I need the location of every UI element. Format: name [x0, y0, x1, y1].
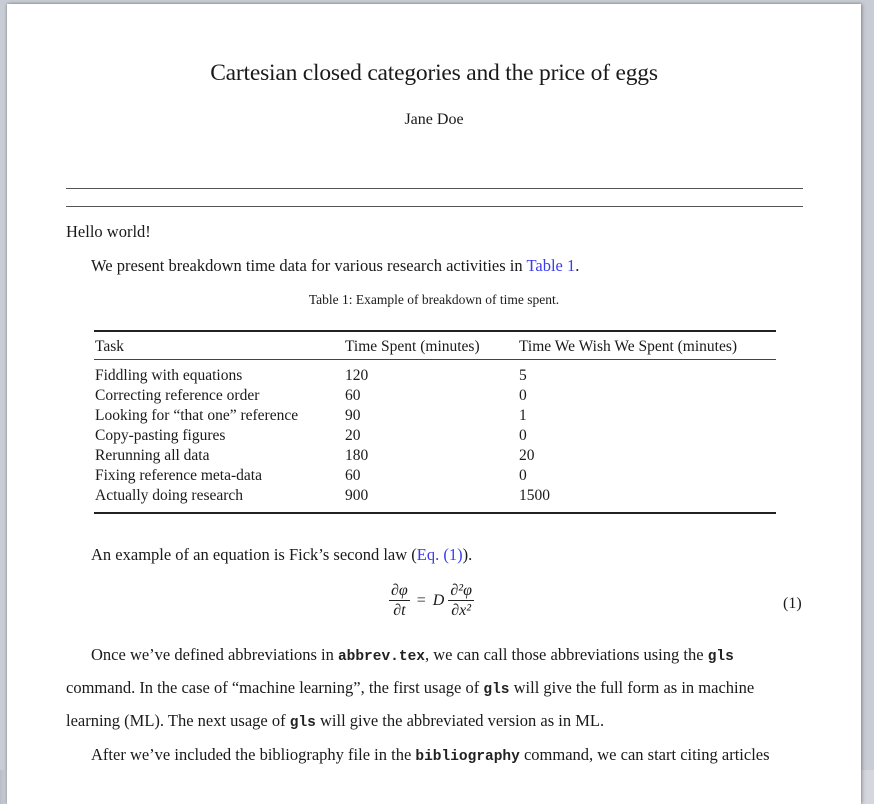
paragraph-abbrev-line1 — [91, 645, 803, 665]
intro-text: Hello world! — [66, 222, 151, 241]
rhs-numerator: ∂²φ — [450, 582, 472, 599]
paper-title: Cartesian closed categories and the price of eggs — [210, 60, 658, 86]
code-gls: gls — [707, 649, 734, 665]
table-cell-task: Actually doing research — [95, 487, 244, 504]
paragraph-table-ref — [91, 256, 579, 276]
top-rule — [66, 188, 803, 189]
table-cell-wish: 20 — [519, 447, 535, 464]
lhs-denominator: ∂t — [393, 602, 406, 619]
ficks-law-equation — [389, 581, 474, 620]
paragraph-text: learning (ML). The next usage of — [66, 711, 290, 730]
table-cell-wish: 0 — [519, 387, 527, 404]
table-cell-task: Rerunning all data — [95, 447, 210, 464]
paper-author: Jane Doe — [404, 111, 464, 128]
table-cell-spent: 60 — [345, 387, 361, 404]
table-reference-link[interactable]: Table 1 — [526, 256, 576, 275]
paragraph-text: We present breakdown time data for various research activities in — [91, 256, 527, 275]
table-cell-spent: 20 — [345, 427, 361, 444]
table-cell-task: Fiddling with equations — [95, 367, 243, 384]
table-header-time-wish: Time We Wish We Spent (minutes) — [519, 338, 738, 355]
equation-reference-link[interactable]: Eq. (1) — [416, 545, 463, 564]
paragraph-equation-ref — [91, 545, 472, 565]
table-cell-wish: 1 — [519, 407, 527, 424]
paragraph-text: After we’ve included the bibliography file in the — [91, 745, 416, 764]
paragraph-text: will give the abbreviated version as in ML. — [315, 711, 605, 730]
table-cell-task: Looking for “that one” reference — [95, 407, 299, 424]
table-cell-task: Copy-pasting figures — [95, 427, 226, 444]
lhs-numerator: ∂φ — [391, 582, 408, 599]
second-rule — [66, 206, 803, 207]
table-cell-task: Correcting reference order — [95, 387, 260, 404]
paragraph-text: . — [575, 256, 580, 275]
paragraph-text: will give the full form as in machine — [509, 678, 755, 697]
paragraph-bibliography — [91, 745, 770, 765]
code-bibliography: bibliography — [415, 749, 520, 765]
code-abbrev-file: abbrev.tex — [337, 649, 425, 665]
paragraph-abbrev-line2 — [66, 678, 754, 698]
code-gls: gls — [289, 715, 316, 731]
table-header-rule — [94, 359, 776, 360]
diffusion-coefficient: D — [432, 591, 445, 609]
table-cell-wish: 1500 — [519, 487, 550, 504]
table-cell-spent: 90 — [345, 407, 361, 424]
pdf-page — [7, 4, 861, 804]
paragraph-text: ). — [462, 545, 473, 564]
table-cell-spent: 60 — [345, 467, 361, 484]
equation-number: (1) — [783, 595, 802, 612]
table-cell-wish: 0 — [519, 427, 527, 444]
table-header-time-spent: Time Spent (minutes) — [345, 338, 480, 355]
table-bottom-rule — [94, 512, 776, 514]
paragraph-text: , we can call those abbreviations using the — [424, 645, 708, 664]
table-top-rule — [94, 330, 776, 332]
paragraph-abbrev-line3 — [66, 711, 604, 731]
table-cell-wish: 5 — [519, 367, 527, 384]
paragraph-text: command, we can start citing articles — [519, 745, 770, 764]
table-caption: Table 1: Example of breakdown of time spent. — [308, 292, 560, 307]
table-cell-spent: 900 — [345, 487, 369, 504]
code-gls: gls — [483, 682, 510, 698]
table-header-task: Task — [95, 338, 125, 355]
table-cell-wish: 0 — [519, 467, 527, 484]
paragraph-text: An example of an equation is Fick’s second law ( — [91, 545, 417, 564]
lhs-fraction — [389, 581, 410, 620]
paragraph-text: command. In the case of “machine learning”, the first usage of — [66, 678, 484, 697]
table-cell-spent: 120 — [345, 367, 369, 384]
table-cell-task: Fixing reference meta-data — [95, 467, 262, 484]
paragraph-text: Once we’ve defined abbreviations in — [91, 645, 338, 664]
rhs-fraction — [448, 581, 474, 620]
rhs-denominator: ∂x² — [451, 602, 472, 619]
equals-sign: = — [416, 591, 426, 609]
table-cell-spent: 180 — [345, 447, 369, 464]
